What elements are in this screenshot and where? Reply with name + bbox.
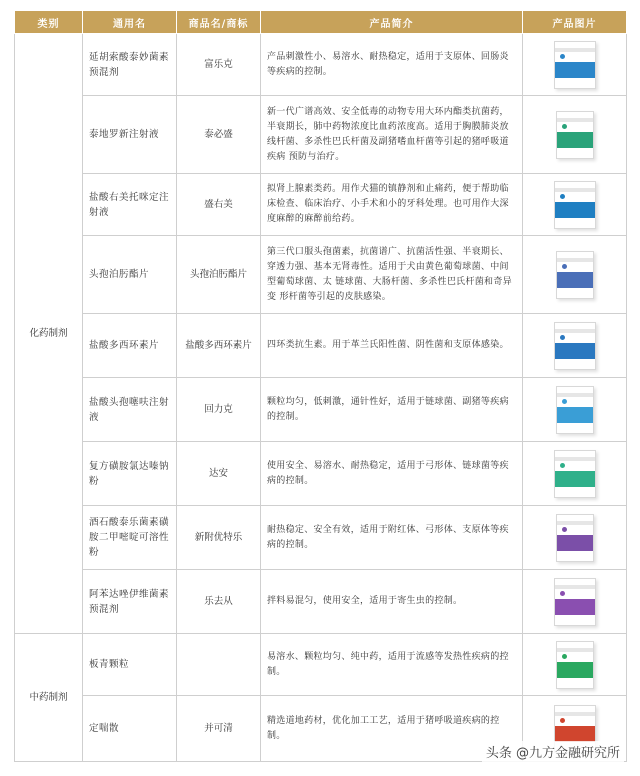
- product-package-image: [556, 111, 594, 159]
- table-header-row: [15, 11, 627, 34]
- package-label-band: [555, 457, 595, 461]
- package-logo-dot: [560, 335, 565, 340]
- table-row: [15, 442, 627, 506]
- package-label-band: [557, 648, 593, 652]
- product-package-image: [556, 514, 594, 562]
- header-image: 产品图片: [523, 11, 627, 34]
- package-color-band: [555, 202, 595, 218]
- package-color-band: [555, 343, 595, 359]
- intro-cell: 耐热稳定、安全有效，适用于附红体、弓形体、支原体等疾病的控制。: [261, 506, 523, 570]
- package-label-band: [555, 329, 595, 333]
- package-logo-dot: [562, 124, 567, 129]
- package-color-band: [555, 599, 595, 615]
- common-name-cell: 盐酸头孢噻呋注射液: [83, 378, 177, 442]
- trade-name-cell: 泰必盛: [177, 96, 261, 174]
- product-package-image: [554, 181, 596, 229]
- product-image-cell: [523, 96, 627, 174]
- table-row: [15, 634, 627, 696]
- trade-name-cell: 乐去从: [177, 570, 261, 634]
- intro-cell: 精选道地药材，优化加工工艺，适用于猪呼吸道疾病的控制。: [261, 696, 523, 762]
- package-color-band: [557, 535, 593, 551]
- intro-cell: 易溶水、颗粒均匀、纯中药，适用于流感等发热性疾病的控制。: [261, 634, 523, 696]
- header-common-name: 通用名: [83, 11, 177, 34]
- common-name-cell: 头孢泊肟酯片: [83, 236, 177, 314]
- trade-name-cell: 新附优特乐: [177, 506, 261, 570]
- package-color-band: [555, 62, 595, 78]
- intro-cell: 使用安全、易溶水、耐热稳定，适用于弓形体、链球菌等疾病的控制。: [261, 442, 523, 506]
- intro-cell: 颗粒均匀，低刺激，通针性好，适用于链球菌、副猪等疾病的控制。: [261, 378, 523, 442]
- package-logo-dot: [562, 654, 567, 659]
- table-row: [15, 96, 627, 174]
- table-row: [15, 506, 627, 570]
- common-name-cell: 定喘散: [83, 696, 177, 762]
- intro-cell: 拟肾上腺素类药。用作犬猫的镇静剂和止痛药，便于帮助临床检查、临床治疗、小手术和小的牙科处理。也可用作大深度麻醉的麻醉前给药。: [261, 174, 523, 236]
- table-row: [15, 570, 627, 634]
- product-image-cell: [523, 506, 627, 570]
- package-logo-dot: [560, 54, 565, 59]
- package-color-band: [557, 132, 593, 148]
- package-logo-dot: [560, 194, 565, 199]
- product-package-image: [556, 251, 594, 299]
- product-image-cell: [523, 634, 627, 696]
- header-trade-name: 商品名/商标: [177, 11, 261, 34]
- product-image-cell: [523, 174, 627, 236]
- product-image-cell: [523, 570, 627, 634]
- category-tcm: 中药制剂: [15, 634, 83, 762]
- package-label-band: [557, 521, 593, 525]
- common-name-cell: 盐酸多西环素片: [83, 314, 177, 378]
- product-package-image: [554, 322, 596, 370]
- common-name-cell: 复方磺胺氯达嗪钠粉: [83, 442, 177, 506]
- package-label-band: [555, 712, 595, 716]
- table-row: [15, 378, 627, 442]
- product-package-image: [556, 641, 594, 689]
- intro-cell: 第三代口服头孢菌素，抗菌谱广、抗菌活性强、半衰期长、穿透力强、基本无肾毒性。适用于犬由黄色葡萄球菌、中间型葡萄球菌、太 链球菌、大肠杆菌、多杀性巴氏杆菌和奇异变 形杆菌等引起的皮肤感染。: [261, 236, 523, 314]
- table-row: [15, 314, 627, 378]
- package-color-band: [555, 471, 595, 487]
- trade-name-cell: 盐酸多西环素片: [177, 314, 261, 378]
- package-logo-dot: [560, 463, 565, 468]
- product-package-image: [554, 41, 596, 89]
- product-image-cell: [523, 314, 627, 378]
- common-name-cell: 延胡索酸泰妙菌素预混剂: [83, 34, 177, 96]
- common-name-cell: 盐酸右美托咪定注射液: [83, 174, 177, 236]
- package-label-band: [555, 48, 595, 52]
- product-image-cell: [523, 378, 627, 442]
- package-color-band: [557, 407, 593, 423]
- package-logo-dot: [562, 399, 567, 404]
- table-row: [15, 174, 627, 236]
- product-package-image: [554, 450, 596, 498]
- package-logo-dot: [560, 591, 565, 596]
- package-label-band: [557, 393, 593, 397]
- trade-name-cell: 盛右美: [177, 174, 261, 236]
- package-label-band: [557, 258, 593, 262]
- package-logo-dot: [562, 264, 567, 269]
- package-logo-dot: [560, 718, 565, 723]
- product-image-cell: [523, 34, 627, 96]
- table-row: [15, 236, 627, 314]
- common-name-cell: 泰地罗新注射液: [83, 96, 177, 174]
- trade-name-cell: 达安: [177, 442, 261, 506]
- header-intro: 产品简介: [261, 11, 523, 34]
- trade-name-cell: [177, 634, 261, 696]
- package-color-band: [557, 272, 593, 288]
- category-chem: 化药制剂: [15, 34, 83, 634]
- common-name-cell: 板青颗粒: [83, 634, 177, 696]
- intro-cell: 四环类抗生素。用于革兰氏阳性菌、阴性菌和支原体感染。: [261, 314, 523, 378]
- product-package-image: [556, 386, 594, 434]
- intro-cell: 新一代广谱高效、安全低毒的动物专用大环内酯类抗菌药，半衰期长，肺中药物浓度比血药浓度高。适用于胸膜肺炎放线杆菌、多杀性巴氏杆菌及副猪嗜血杆菌等引起的猪呼吸道疾病 预防与治疗。: [261, 96, 523, 174]
- product-package-image: [554, 578, 596, 626]
- common-name-cell: 阿苯达唑伊维菌素预混剂: [83, 570, 177, 634]
- intro-cell: 拌料易混匀，使用安全，适用于寄生虫的控制。: [261, 570, 523, 634]
- trade-name-cell: 回力克: [177, 378, 261, 442]
- package-label-band: [557, 118, 593, 122]
- intro-cell: 产品刺激性小、易溶水、耐热稳定，适用于支原体、回肠炎等疾病的控制。: [261, 34, 523, 96]
- package-color-band: [555, 726, 595, 742]
- package-color-band: [557, 662, 593, 678]
- header-category: 类别: [15, 11, 83, 34]
- package-label-band: [555, 188, 595, 192]
- trade-name-cell: 并可清: [177, 696, 261, 762]
- trade-name-cell: 富乐克: [177, 34, 261, 96]
- product-image-cell: [523, 442, 627, 506]
- package-logo-dot: [562, 527, 567, 532]
- trade-name-cell: 头孢泊肟酯片: [177, 236, 261, 314]
- package-label-band: [555, 585, 595, 589]
- common-name-cell: 酒石酸泰乐菌素磺胺二甲嘧啶可溶性粉: [83, 506, 177, 570]
- product-image-cell: [523, 236, 627, 314]
- table-row: [15, 34, 627, 96]
- product-table: [14, 10, 627, 762]
- watermark: 头条 @九方金融研究所: [482, 741, 624, 762]
